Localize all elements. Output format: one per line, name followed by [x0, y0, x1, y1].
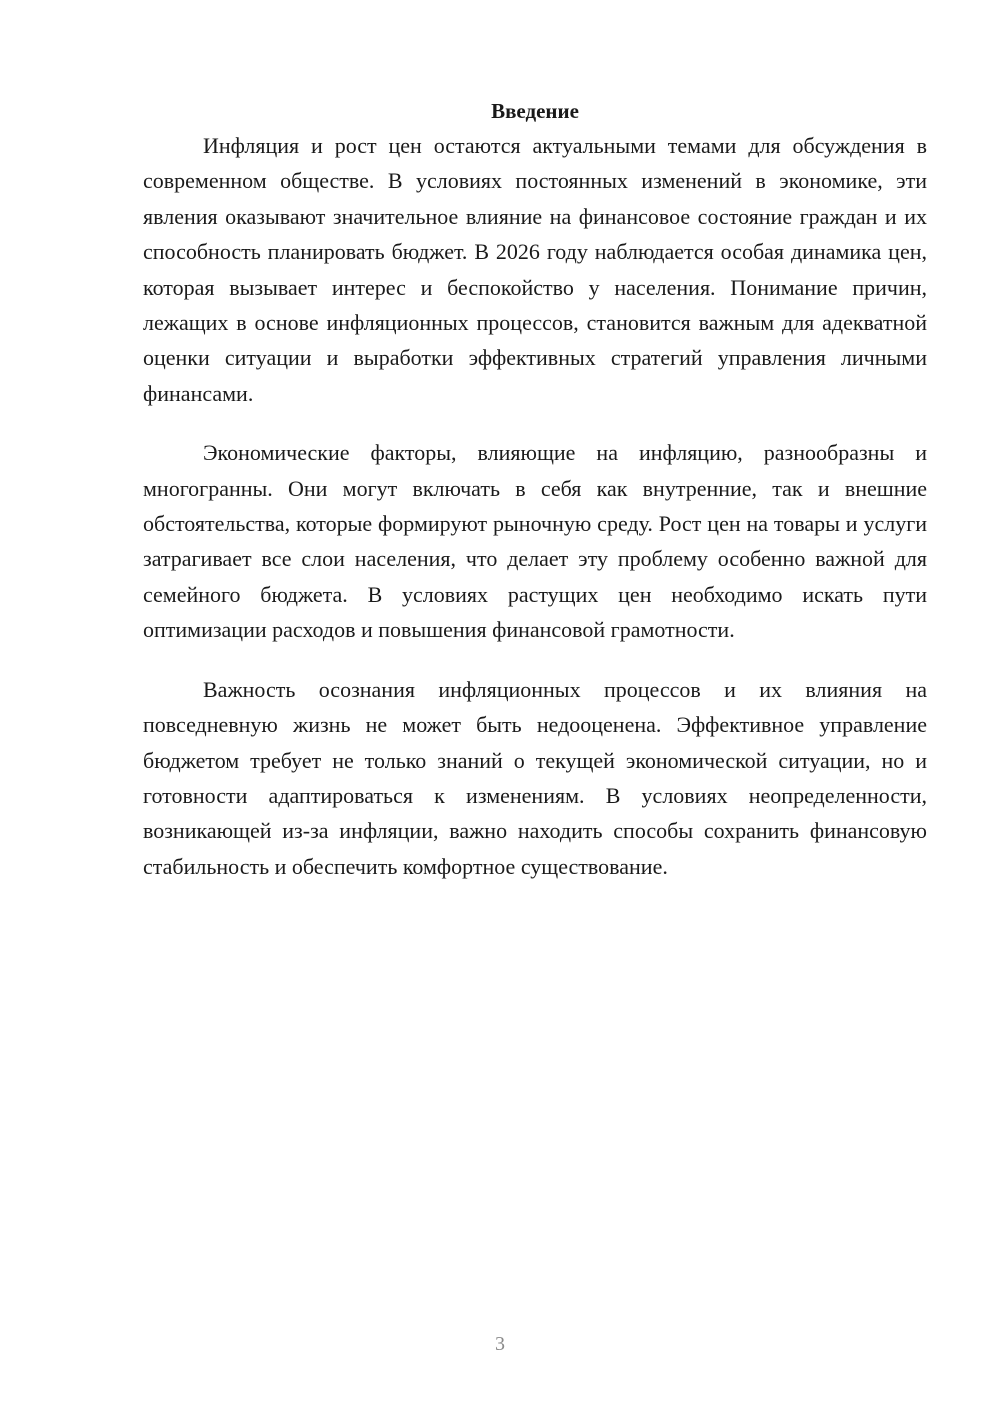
paragraph-3: Важность осознания инфляционных процессов и их влияния на повседневную жизнь не может быть недооценена. Эффективное управление бюджетом требует не только знаний о текущей экономической ситуации, но и готовности адаптироваться к изменениям. В условиях неопределенности, возникающей из-за инфляции, важно находить способы сохранить финансовую стабильность и обеспечить комфортное существование. — [143, 676, 927, 879]
document-body — [143, 96, 927, 908]
section-heading: Введение — [491, 99, 579, 123]
paragraph-1: Инфляция и рост цен остаются актуальными темами для обсуждения в современном обществе. В условиях постоянных изменений в экономике, эти явления оказывают значительное влияние на финансовое состояние граждан и их способность планировать бюджет. В 2026 году наблюдается особая динамика цен, которая вызывает интерес и беспокойство у населения. Понимание причин, лежащих в основе инфляционных процессов, становится важным для адекватной оценки ситуации и выработки эффективных стратегий управления личными финансами. — [143, 133, 927, 406]
page-number: 3 — [495, 1333, 505, 1355]
paragraph-2: Экономические факторы, влияющие на инфляцию, разнообразны и многогранны. Они могут включать в себя как внутренние, так и внешние обстоятельства, которые формируют рыночную среду. Рост цен на товары и услуги затрагивает все слои населения, что делает эту проблему особенно важной для семейного бюджета. В условиях растущих цен необходимо искать пути оптимизации расходов и повышения финансовой грамотности. — [143, 440, 927, 643]
